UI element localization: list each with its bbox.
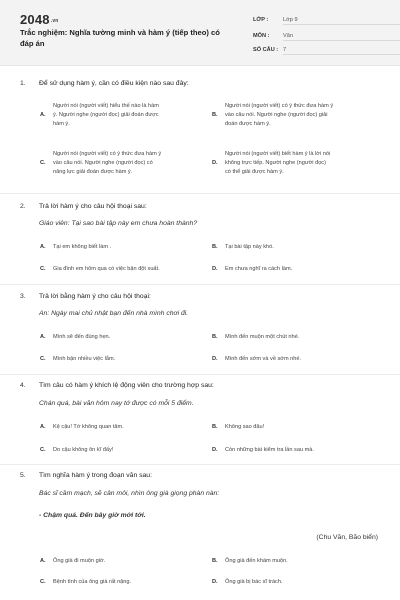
option-letter: A. xyxy=(40,112,46,118)
option-letter: B. xyxy=(212,112,218,118)
divider xyxy=(0,284,400,285)
option-text: Người nói (người viết) hiểu thế nào là hàm ý. Người nghe (người đọc) giải đoán được hàm ý. xyxy=(53,103,159,127)
question-quote: An: Ngày mai chủ nhật bạn đến nhà mình chơi đi. xyxy=(39,310,189,317)
option-text: Không sao đâu! xyxy=(225,424,265,430)
question-text: Trả lời bằng hàm ý cho câu hội thoại: xyxy=(39,293,151,300)
option-text: Tại bài tập này khó. xyxy=(225,244,274,250)
question-text: Trả lời hàm ý cho câu hội thoại sau: xyxy=(39,203,147,210)
question-quote: Chán quá, bài văn hôm nay tớ được có mỗi 5 điểm. xyxy=(39,400,194,407)
meta-label: LỚP : xyxy=(253,17,269,23)
option-letter: C. xyxy=(40,160,46,166)
meta-label: SỐ CÂU : xyxy=(253,47,279,53)
option-text: Người nói (người viết) có ý thức đưa hàm ý vào câu nói. Người nghe (người đọc) giải đoán được hàm ý. xyxy=(225,103,334,127)
divider xyxy=(0,464,400,465)
option-text: Kệ cậu! Tớ không quan tâm. xyxy=(53,424,124,430)
question-number: 4. xyxy=(20,382,26,389)
divider xyxy=(0,374,400,375)
option-text: Mình đến muộn một chút nhé. xyxy=(225,334,300,340)
option-text: Bệnh tình của ông già rất nặng. xyxy=(53,579,132,585)
logo-text: 2048 xyxy=(20,12,50,27)
meta-label: MÔN : xyxy=(253,33,270,39)
option-text: Người nói (người viết) biết hàm ý là lời nói không trực tiếp. Người nghe (người đọc) có thể giải được hàm ý. xyxy=(225,151,331,175)
meta-value: 7 xyxy=(283,45,400,55)
option-b[interactable] xyxy=(212,102,387,132)
question-number: 3. xyxy=(20,293,26,300)
option-letter: D. xyxy=(212,160,218,166)
option-text: Tại em không biết làm . xyxy=(53,244,112,250)
question-number: 2. xyxy=(20,203,26,210)
option-d[interactable] xyxy=(212,150,387,180)
meta-value: Lớp 9 xyxy=(283,15,400,25)
meta-value: Văn xyxy=(283,31,400,41)
question-text: Tìm câu có hàm ý khích lệ động viên cho trường hợp sau: xyxy=(39,382,214,389)
option-text: Ông già đi muộn giờ. xyxy=(53,558,106,564)
option-text: Còn những bài kiểm tra lần sau mà. xyxy=(225,447,314,453)
site-logo[interactable] xyxy=(20,12,59,27)
option-text: Do cậu không ôn kĩ đấy! xyxy=(53,447,114,453)
option-text: Người nói (người viết) có ý thức đưa hàm ý vào câu nói. Người nghe (người đọc) có năng lực giải đoán được hàm ý. xyxy=(53,151,162,175)
question-number: 5. xyxy=(20,472,26,479)
option-text: Mình sẽ đến đúng hẹn. xyxy=(53,334,111,340)
page-title: Trắc nghiệm: Nghĩa tường minh và hàm ý (tiếp theo) có đáp án xyxy=(20,28,220,48)
page-header xyxy=(0,0,400,66)
question-quote: Giáo viên: Tại sao bài tập này em chưa hoàn thành? xyxy=(39,220,198,227)
option-text: Mình bận nhiều việc lắm. xyxy=(53,356,116,362)
option-c[interactable] xyxy=(40,150,215,180)
option-a[interactable] xyxy=(40,102,215,132)
question-number: 1. xyxy=(20,80,26,87)
option-text: Ông già đến khám muộn. xyxy=(225,558,288,564)
option-text: Gia đình em hôm qua có việc bận đột xuất. xyxy=(53,266,160,272)
option-text: Em chưa nghĩ ra cách làm. xyxy=(225,266,293,272)
question-quote-dialogue: - Chậm quá. Đến bây giờ mới tới. xyxy=(39,512,146,519)
logo-suffix: .vn xyxy=(50,17,59,24)
quote-source: (Chu Văn, Bão biển) xyxy=(316,534,378,541)
divider xyxy=(0,193,400,194)
question-text: Tìm nghĩa hàm ý trong đoạn văn sau: xyxy=(39,472,152,479)
option-text: Ông già bị bác sĩ trách. xyxy=(225,579,283,585)
option-text: Mình đến sớm và về sớm nhé. xyxy=(225,356,302,362)
question-quote: Bác sĩ cầm mạch, sẽ cân môi, nhìn ông già giọng phàn nàn: xyxy=(39,490,220,497)
question-text: Để sử dụng hàm ý, cần có điều kiện nào sau đây: xyxy=(39,80,189,87)
